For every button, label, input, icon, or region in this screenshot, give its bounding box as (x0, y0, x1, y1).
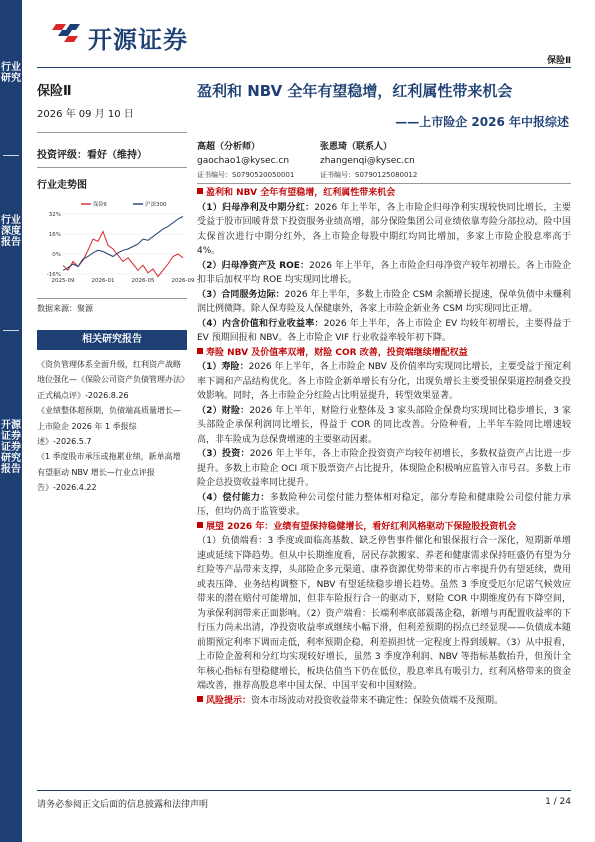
y-tick-label: 16% (48, 232, 61, 238)
x-tick-label: 2026-09 (171, 278, 195, 284)
report-title: 盈利和 NBV 全年有望稳增，红利属性带来机会 (197, 82, 513, 100)
paragraph: （1）归母净利及中期分红：2026 年上半年，各上市险企归母净利实现较快同比增长，主要受益于股市回暖背景下投资服务业绩高增，部分保险集团公司业绩依靠寿险分部拉动。险中国太保首次进行中期分红外，各上市险企每股中期红均同比增加，多家上市险企股息率高于 4%。 (197, 202, 571, 256)
paragraph: （3）合同服务边际：2026 年上半年，多数上市险企 CSM 余额增长提速，保单负债中未赚利润比例微降。除人保寿险及人保健康外，各家上市险企新业务 CSM 均实现同比正增。 (197, 289, 571, 314)
report-subtitle: ——上市险企 2026 年中报综述 (395, 115, 569, 129)
trend-chart-title: 行业走势图 (37, 180, 87, 191)
footer-rule (37, 790, 571, 791)
paragraph: （2）财险：2026 年上半年，财险行业整体及 3 家头部险企保费均实现同比稳步增长，3 家头部险企承保利润同比增长，得益于 COR 的同比改善。分险种看，上半年车险同比增速较高，非车险成为总保费增速的主要驱动因素。 (197, 405, 571, 445)
risk-paragraph: 风险提示：资本市场波动对投资收益带来不确定性；保险负债端不及预期。 (197, 694, 571, 709)
analyst-name: 高超（分析师） (197, 142, 261, 152)
section-heading: 寿险 NBV 及价值率双增，财险 COR 改善，投资端继续增配权益 (197, 346, 571, 361)
paragraph: （3）投资：2026 年上半年，各上市险企投资资产均较年初增长，多数权益资产占比进一步提升。多数上市险企 OCI 项下股票资产占比提升，体现险企积极响应监管入市号召。多数上市险企总投资收益率同比提升。 (197, 449, 571, 488)
related-reports-header: 相关研究报告 (37, 330, 187, 350)
divider (37, 167, 187, 168)
sector-name: 保险Ⅱ (37, 84, 72, 99)
y-tick-label: 32% (48, 212, 61, 218)
paragraph: （1）负债端看：3 季度或面临高基数、缺乏停售事件催化和银保报行合一深化，短期新单增速或延续下降趋势。但从中长期维度看，居民存款搬家、养老和健康需求保持旺盛仍有望为分红险等产品带来支撑，头部险企多元渠道、康养资源优势带来的市占率提升仍有望延续，费用或表压降、业务结构调整下，NBV 有望延续稳步增长趋势。虽然 3 季度受厄尔尼诺气候效应带来的潜在赔付可能增加，但非车险报行合一的驱动下，财险 COR 中期维度仍有下降空间，为承保利润带来正面影响。（2）资产端看：长端利率底部震荡企稳，新增与再配置收益率的下行压力尚未出清，净投资收益率或继续小幅下滑，但利差预期的拐点已经显现——负债成本随前期预定利率下调而走低，利率预期企稳，利差损担忧一定程度上得到缓解。（3）从中报看，上市险企盈利和分红均实现较好增长，虽然 3 季度净利润、NBV 等指标基数抬升，但预计全年核心指标有望稳健增长，板块估值当下仍在低位，股息率具有吸引力，红利风格带来的资金端改善，推荐高股息率中国太保、中国平安和中国财险。 (197, 536, 571, 691)
paragraph: （4）内含价值和行业收益率：2026 年上半年，各上市险企 EV 均较年初增长，主要得益于 EV 预期回报和 NBV。各上市险企 VIF 行业收益率较年初下降。 (197, 318, 571, 343)
analyst-card (320, 140, 417, 182)
x-tick-label: 2025-09 (51, 278, 75, 284)
brand-logo-text: 开源证券 (88, 26, 188, 54)
analyst-email[interactable]: zhangenqi@kysec.cn (320, 156, 415, 166)
section-heading: 展望 2026 年：业绩有望保持稳健增长，看好红利风格驱动下保险股投资机会 (197, 520, 571, 535)
brand-logo-icon (52, 22, 84, 44)
side-label-brand: 开源证券 证券研究报告 (1, 420, 21, 475)
bullet-icon (197, 348, 203, 354)
related-report-item[interactable]: 《资负管理体系全面升级，红利资产战略地位强化—《保险公司资产负债管理办法》正式稿点评》-2026.8.26 (37, 360, 185, 400)
side-divider (3, 330, 19, 331)
analyst-name: 张恩琦（联系人） (320, 142, 393, 152)
related-reports-list (37, 357, 187, 496)
x-tick-label: 2026-01 (91, 278, 115, 284)
related-report-item[interactable]: 《业绩整体超预期，负债端高质量增长—上市险企 2026 年 1 季报综述》-2026.5.7 (37, 406, 181, 447)
related-report-item[interactable]: 《1 季度股市承压或拖累业绩，新单高增有望驱动 NBV 增长—行业点评报告》-2026.4.22 (37, 452, 181, 493)
divider (197, 183, 571, 184)
bullet-icon (197, 696, 203, 702)
header-rule (37, 67, 571, 68)
section-heading: 盈利和 NBV 全年有望稳增，红利属性带来机会 (197, 186, 571, 201)
side-label-report-type: 行业深度报告 (1, 215, 21, 248)
analyst-card (197, 140, 294, 182)
paragraph: （1）寿险：2026 年上半年，各上市险企 NBV 及价值率均实现同比增长，主要受益于预定利率下调和产品结构优化。各上市险企新单增长有分化，出现负增长主要受银保渠道控制叠交投效影响。同时，各上市险企分红险占比明显提升，转型效果显著。 (197, 362, 571, 401)
analyst-email[interactable]: gaochao1@kysec.cn (197, 156, 290, 166)
header-sector: 保险Ⅱ (547, 56, 571, 66)
bullet-icon (197, 188, 203, 194)
summary-body (197, 186, 571, 708)
y-tick-label: -16% (46, 272, 61, 278)
side-label-industry-research: 行业研究 (1, 62, 21, 84)
paragraph: （2）归母净资产及 ROE：2026 年上半年，各上市险企归母净资产较年初增长。各上市险企扣非后加权平均 ROE 均实现同比增长。 (197, 260, 571, 285)
divider (37, 298, 187, 299)
legend-label: 沪深300 (145, 202, 167, 208)
series-line (63, 217, 183, 271)
x-tick-label: 2026-05 (131, 278, 155, 284)
report-date: 2026 年 09 月 10 日 (37, 109, 134, 120)
analyst-cert: 证书编号：S0790520050001 (197, 171, 295, 179)
bullet-icon (197, 522, 203, 528)
legend-label: 保险Ⅱ (93, 202, 107, 208)
divider (37, 132, 187, 133)
paragraph: （4）偿付能力：多数险种公司偿付能力整体相对稳定，部分寿险和健康险公司偿付能力承压，但均仍高于监管要求。 (197, 492, 571, 517)
y-tick-label: 0% (52, 252, 61, 258)
side-band (0, 0, 22, 842)
footer-disclaimer: 请务必参阅正文后面的信息披露和法律声明 (37, 800, 209, 810)
analyst-cert: 证书编号：S0790125080012 (320, 171, 418, 179)
industry-trend-chart (37, 198, 195, 290)
side-divider (3, 155, 19, 156)
investment-rating: 投资评级：看好（维持） (37, 150, 147, 161)
page-number: 1 / 24 (545, 797, 571, 807)
chart-source: 数据来源：聚源 (37, 304, 93, 313)
